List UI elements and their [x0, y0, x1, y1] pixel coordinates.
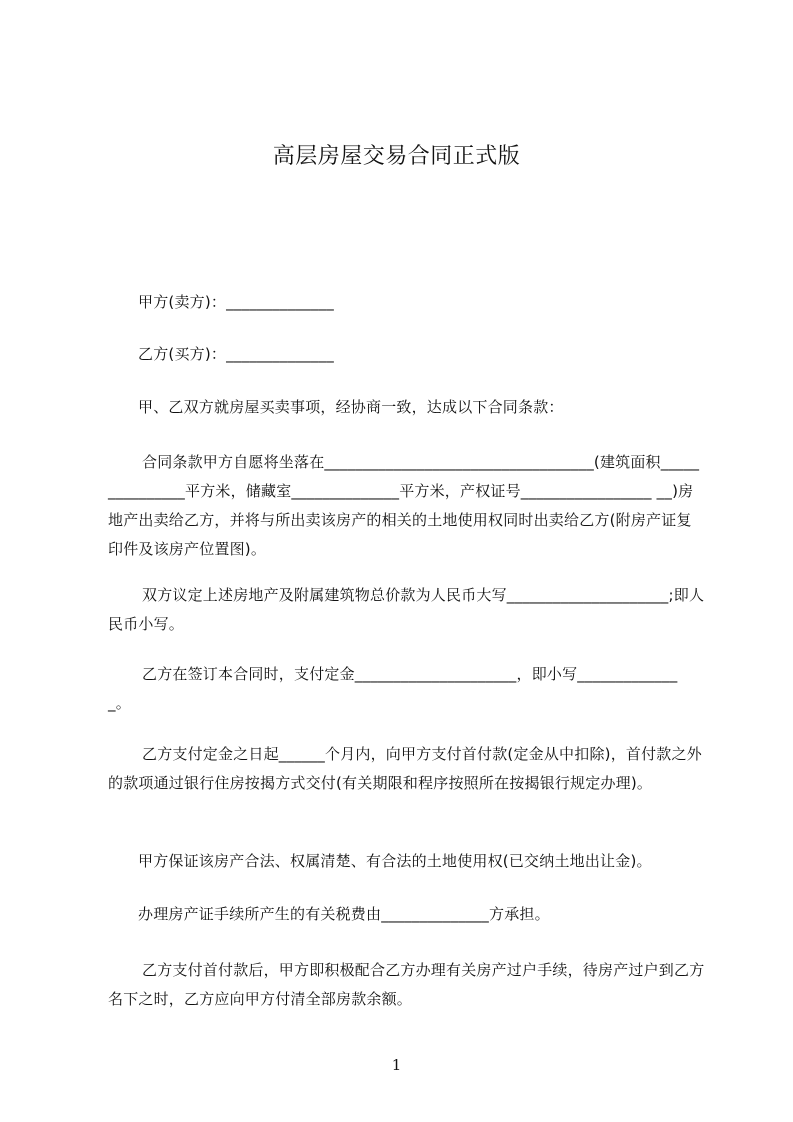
clause-deposit: 乙方在签订本合同时，支付定金_____________________，即小写_____________ _。	[108, 665, 683, 712]
clause-property-location: 合同条款甲方自愿将坐落在___________________________________(建筑面积_______________平方米，储藏室______________平方米，产权证号_________________ __)房地产出卖给乙方，并将与所出卖该房产的相关的土地使用权同时出卖给乙方(附房产证复印件及该房产位置图)。	[108, 453, 700, 558]
buyer-line: 乙方(买方)：______________	[138, 345, 334, 363]
clause-total-price: 双方议定上述房地产及附属建筑物总价款为人民币大写_____________________;即人民币小写。	[108, 586, 705, 633]
clause-down-payment: 乙方支付定金之日起______个月内，向甲方支付首付款(定金从中扣除)，首付款之外的款项通过银行住房按揭方式交付(有关期限和程序按照所在按揭银行规定办理)。	[108, 745, 702, 792]
intro-paragraph: 甲、乙双方就房屋买卖事项，经协商一致，达成以下合同条款：	[138, 398, 564, 416]
clause-taxes-fees: 办理房产证手续所产生的有关税费由______________方承担。	[138, 905, 550, 923]
page-number: 1	[391, 1056, 402, 1074]
document-title: 高层房屋交易合同正式版	[272, 144, 521, 169]
clause-seller-guarantee: 甲方保证该房产合法、权属清楚、有合法的土地使用权(已交纳土地出让金)。	[138, 852, 652, 870]
clause-transfer: 乙方支付首付款后，甲方即积极配合乙方办理有关房产过户手续，待房产过户到乙方名下之时，乙方应向甲方付清全部房款余额。	[108, 961, 705, 1008]
seller-line: 甲方(卖方)：______________	[138, 293, 334, 311]
